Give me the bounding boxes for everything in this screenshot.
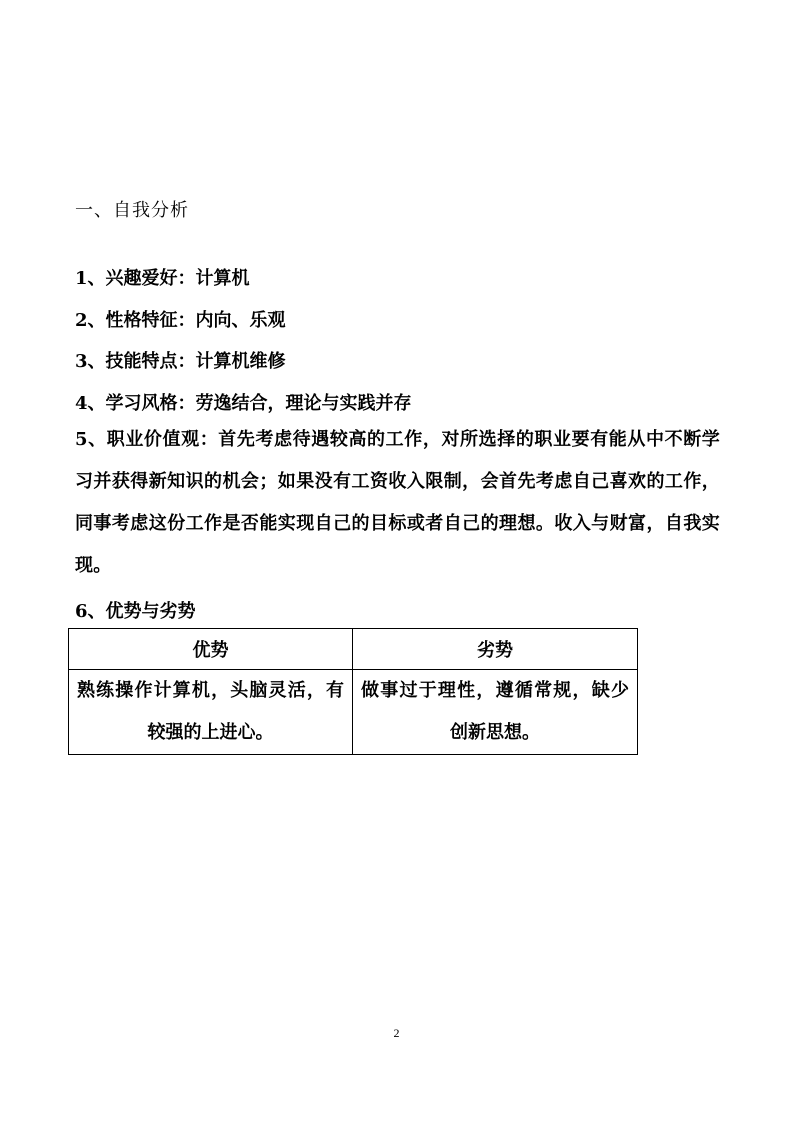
header-strengths: 优势 — [69, 629, 353, 670]
item-career-values: 5、职业价值观：首先考虑待遇较高的工作，对所选择的职业要有能从中不断学习并获得新知识的机会；如果没有工资收入限制，会首先考虑自己喜欢的工作，同事考虑这份工作是否能实现自己的目标或者自己的理想。收入与财富，自我实现。 — [75, 429, 720, 576]
table-header-row — [69, 629, 638, 670]
item-strengths-weaknesses: 6、优势与劣势 — [75, 601, 196, 622]
item-learning-style: 4、学习风格：劳逸结合，理论与实践并存 — [75, 393, 412, 414]
cell-strengths: 熟练操作计算机，头脑灵活，有较强的上进心。 — [69, 670, 353, 755]
page-number: 2 — [393, 1026, 400, 1040]
cell-weaknesses: 做事过于理性，遵循常规，缺少创新思想。 — [353, 670, 638, 755]
item-personality: 2、性格特征：内向、乐观 — [75, 310, 286, 331]
table-row — [69, 670, 638, 755]
item-interests: 1、兴趣爱好：计算机 — [75, 268, 250, 289]
section-heading: 一、自我分析 — [75, 200, 189, 221]
strengths-weaknesses-table — [68, 628, 638, 755]
header-weaknesses: 劣势 — [353, 629, 638, 670]
item-skills: 3、技能特点：计算机维修 — [75, 351, 286, 372]
